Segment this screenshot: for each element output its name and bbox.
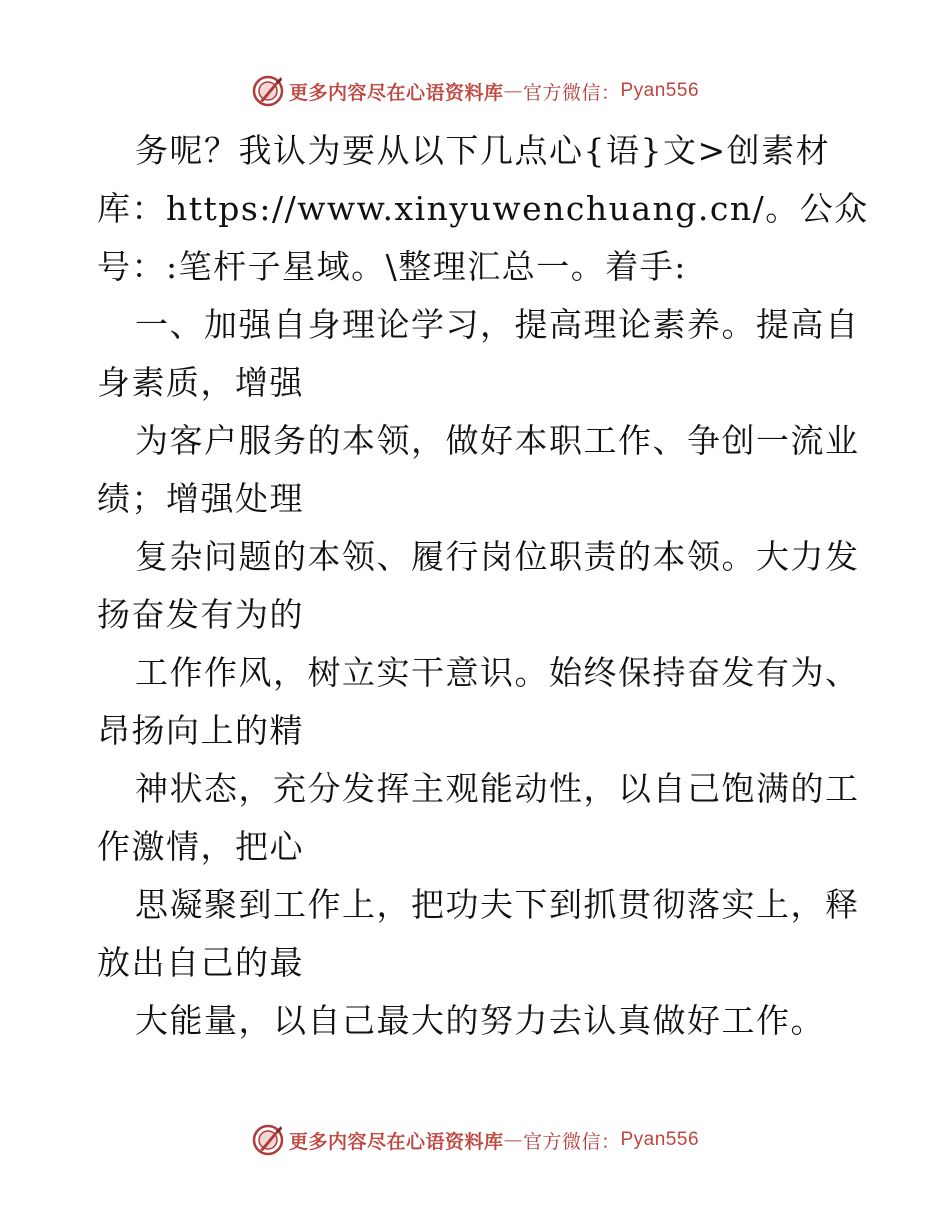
body-line: 作激情，把心 [97,827,304,866]
quill-seal-icon [251,1123,285,1157]
body-line: 昂扬向上的精 [97,711,304,750]
document-body [97,122,869,1050]
body-line: 身素质，增强 [97,363,304,402]
body-line: 绩；增强处理 [97,479,304,518]
watermark-official-label: 官方微信： [522,81,621,104]
quill-seal-icon [251,74,285,108]
body-line: 工作作风，树立实干意识。始终保持奋发有为、 [135,653,860,692]
watermark-wechat-id: Pyan556 [620,80,700,101]
header-watermark [0,73,950,109]
watermark-wechat-id: Pyan556 [620,1129,700,1150]
body-line: 扬奋发有为的 [97,595,304,634]
watermark-separator: — [503,80,523,102]
body-line: 务呢？我认为要从以下几点心{语}文>创素材 [135,131,831,170]
watermark-separator: — [503,1129,523,1151]
body-line: 放出自己的最 [97,943,304,982]
body-line: 大能量，以自己最大的努力去认真做好工作。 [135,1001,825,1040]
watermark-site-name: 更多内容尽在心语资料库 [288,81,504,104]
body-line: 思凝聚到工作上，把功夫下到抓贯彻落实上，释 [135,885,860,924]
body-line: 为客户服务的本领，做好本职工作、争创一流业 [135,421,860,460]
watermark-site-name: 更多内容尽在心语资料库 [288,1130,504,1153]
body-line: 库：https://www.xinyuwenchuang.cn/。公众 [97,189,869,228]
body-line: 号：:笔杆子星域。\整理汇总一。着手: [97,247,687,286]
body-line: 一、加强自身理论学习，提高理论素养。提高自 [135,305,860,344]
footer-watermark [0,1122,950,1158]
watermark-official-label: 官方微信： [522,1130,621,1153]
body-line: 复杂问题的本领、履行岗位职责的本领。大力发 [135,537,860,576]
body-line: 神状态，充分发挥主观能动性，以自己饱满的工 [135,769,860,808]
